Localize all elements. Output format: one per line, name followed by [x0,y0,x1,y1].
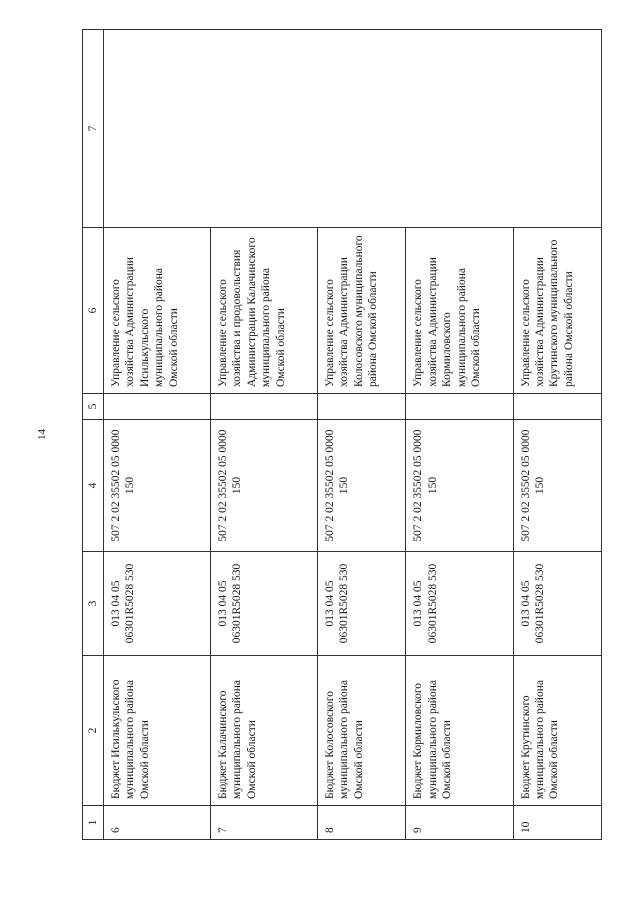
row-number: 7 [211,806,318,840]
classification-code: 013 04 05 06301R5028 530 [406,552,513,656]
column-header: 2 [83,656,104,806]
classification-code: 013 04 05 06301R5028 530 [318,552,406,656]
column-5-cell [104,394,211,420]
revenue-code: 507 2 02 35502 05 0000 150 [406,420,513,552]
budget-name: Бюджет Калачинского муниципального района Омской области [211,656,318,806]
rotated-table-container [82,30,602,840]
budget-allocation-table [82,29,602,840]
classification-code: 013 04 05 06301R5028 530 [211,552,318,656]
column-header: 1 [83,806,104,840]
row-number: 10 [513,806,602,840]
column-header: 6 [83,228,104,394]
page-number: 14 [36,429,48,440]
classification-code: 013 04 05 06301R5028 530 [513,552,602,656]
column-5-cell [318,394,406,420]
table-header-row [83,30,104,840]
manager-name: Управление сельского хозяйства и продовольствия Администрации Калачинского муниципального района Омской области [211,228,318,394]
budget-name: Бюджет Кормиловского муниципального района Омской области [406,656,513,806]
manager-name: Управление сельского хозяйства Администрации Колосовского муниципального района Омской области [318,228,406,394]
column-5-cell [406,394,513,420]
column-5-cell [513,394,602,420]
manager-name: Управление сельского хозяйства Администрации Кормиловского муниципального района Омской области [406,228,513,394]
revenue-code: 507 2 02 35502 05 0000 150 [318,420,406,552]
column-header: 4 [83,420,104,552]
classification-code: 013 04 05 06301R5028 530 [104,552,211,656]
column-header: 7 [83,30,104,228]
row-number: 6 [104,806,211,840]
budget-name: Бюджет Колосовского муниципального района Омской области [318,656,406,806]
row-number: 8 [318,806,406,840]
column-5-cell [211,394,318,420]
revenue-code: 507 2 02 35502 05 0000 150 [211,420,318,552]
column-header: 5 [83,394,104,420]
revenue-code: 507 2 02 35502 05 0000 150 [104,420,211,552]
table-row [104,30,211,840]
manager-name: Управление сельского хозяйства Администрации Крутинского муниципального района Омской области [513,228,602,394]
budget-name: Бюджет Исилькульского муниципального района Омской области [104,656,211,806]
budget-name: Бюджет Крутинского муниципального района Омской области [513,656,602,806]
column-header: 3 [83,552,104,656]
manager-name: Управление сельского хозяйства Администрации Исилькульского муниципального района Омской области [104,228,211,394]
revenue-code: 507 2 02 35502 05 0000 150 [513,420,602,552]
row-number: 9 [406,806,513,840]
column-7-cell [104,30,602,228]
